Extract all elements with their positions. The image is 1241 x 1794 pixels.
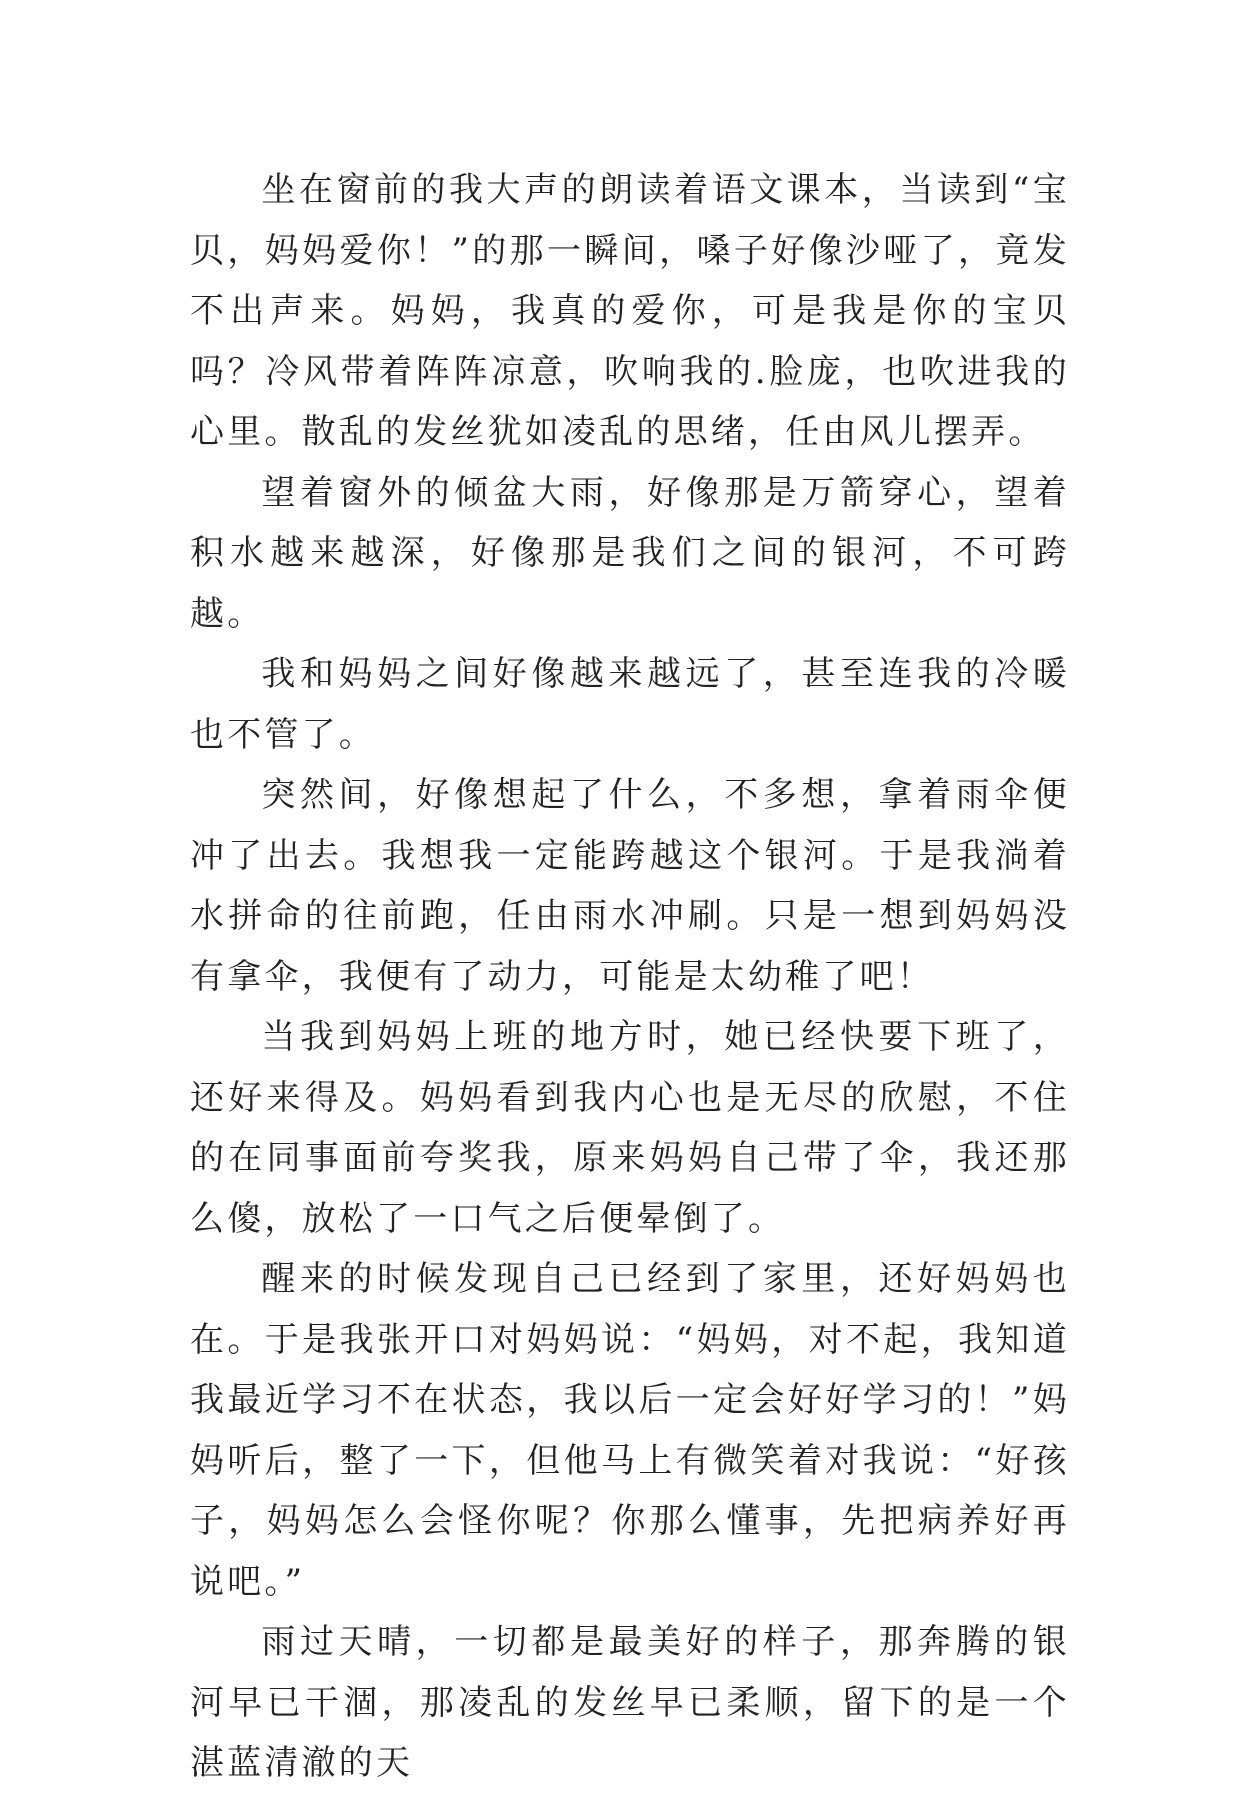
paragraph-3: 我和妈妈之间好像越来越远了，甚至连我的冷暖也不管了。 [190, 654, 1070, 755]
essay-body [190, 160, 1070, 1794]
paragraph-2: 望着窗外的倾盆大雨，好像那是万箭穿心，望着积水越来越深，好像那是我们之间的银河，不可跨越。 [190, 472, 1070, 634]
paragraph-7: 雨过天晴，一切都是最美好的样子，那奔腾的银河早已干涸，那凌乱的发丝早已柔顺，留下的是一个湛蓝清澈的天 [190, 1622, 1070, 1783]
paragraph-4: 突然间，好像想起了什么，不多想，拿着雨伞便冲了出去。我想我一定能跨越这个银河。于是我淌着水拼命的往前跑，任由雨水冲刷。只是一想到妈妈没有拿伞，我便有了动力，可能是太幼稚了吧！ [190, 775, 1070, 997]
paragraph-1: 坐在窗前的我大声的朗读着语文课本，当读到“宝贝，妈妈爱你！”的那一瞬间，嗓子好像沙哑了，竟发不出声来。妈妈，我真的爱你，可是我是你的宝贝吗？冷风带着阵阵凉意，吹响我的.脸庞，也吹进我的心里。散乱的发丝犹如凌乱的思绪，任由风儿摆弄。 [190, 170, 1070, 452]
paragraph-5: 当我到妈妈上班的地方时，她已经快要下班了，还好来得及。妈妈看到我内心也是无尽的欣慰，不住的在同事面前夸奖我，原来妈妈自己带了伞，我还那么傻，放松了一口气之后便晕倒了。 [190, 1017, 1070, 1239]
paragraph-6: 醒来的时候发现自己已经到了家里，还好妈妈也在。于是我张开口对妈妈说：“妈妈，对不起，我知道我最近学习不在状态，我以后一定会好好学习的！”妈妈听后，整了一下，但他马上有微笑着对我说：“好孩子，妈妈怎么会怪你呢？你那么懂事，先把病养好再说吧。” [190, 1259, 1070, 1602]
